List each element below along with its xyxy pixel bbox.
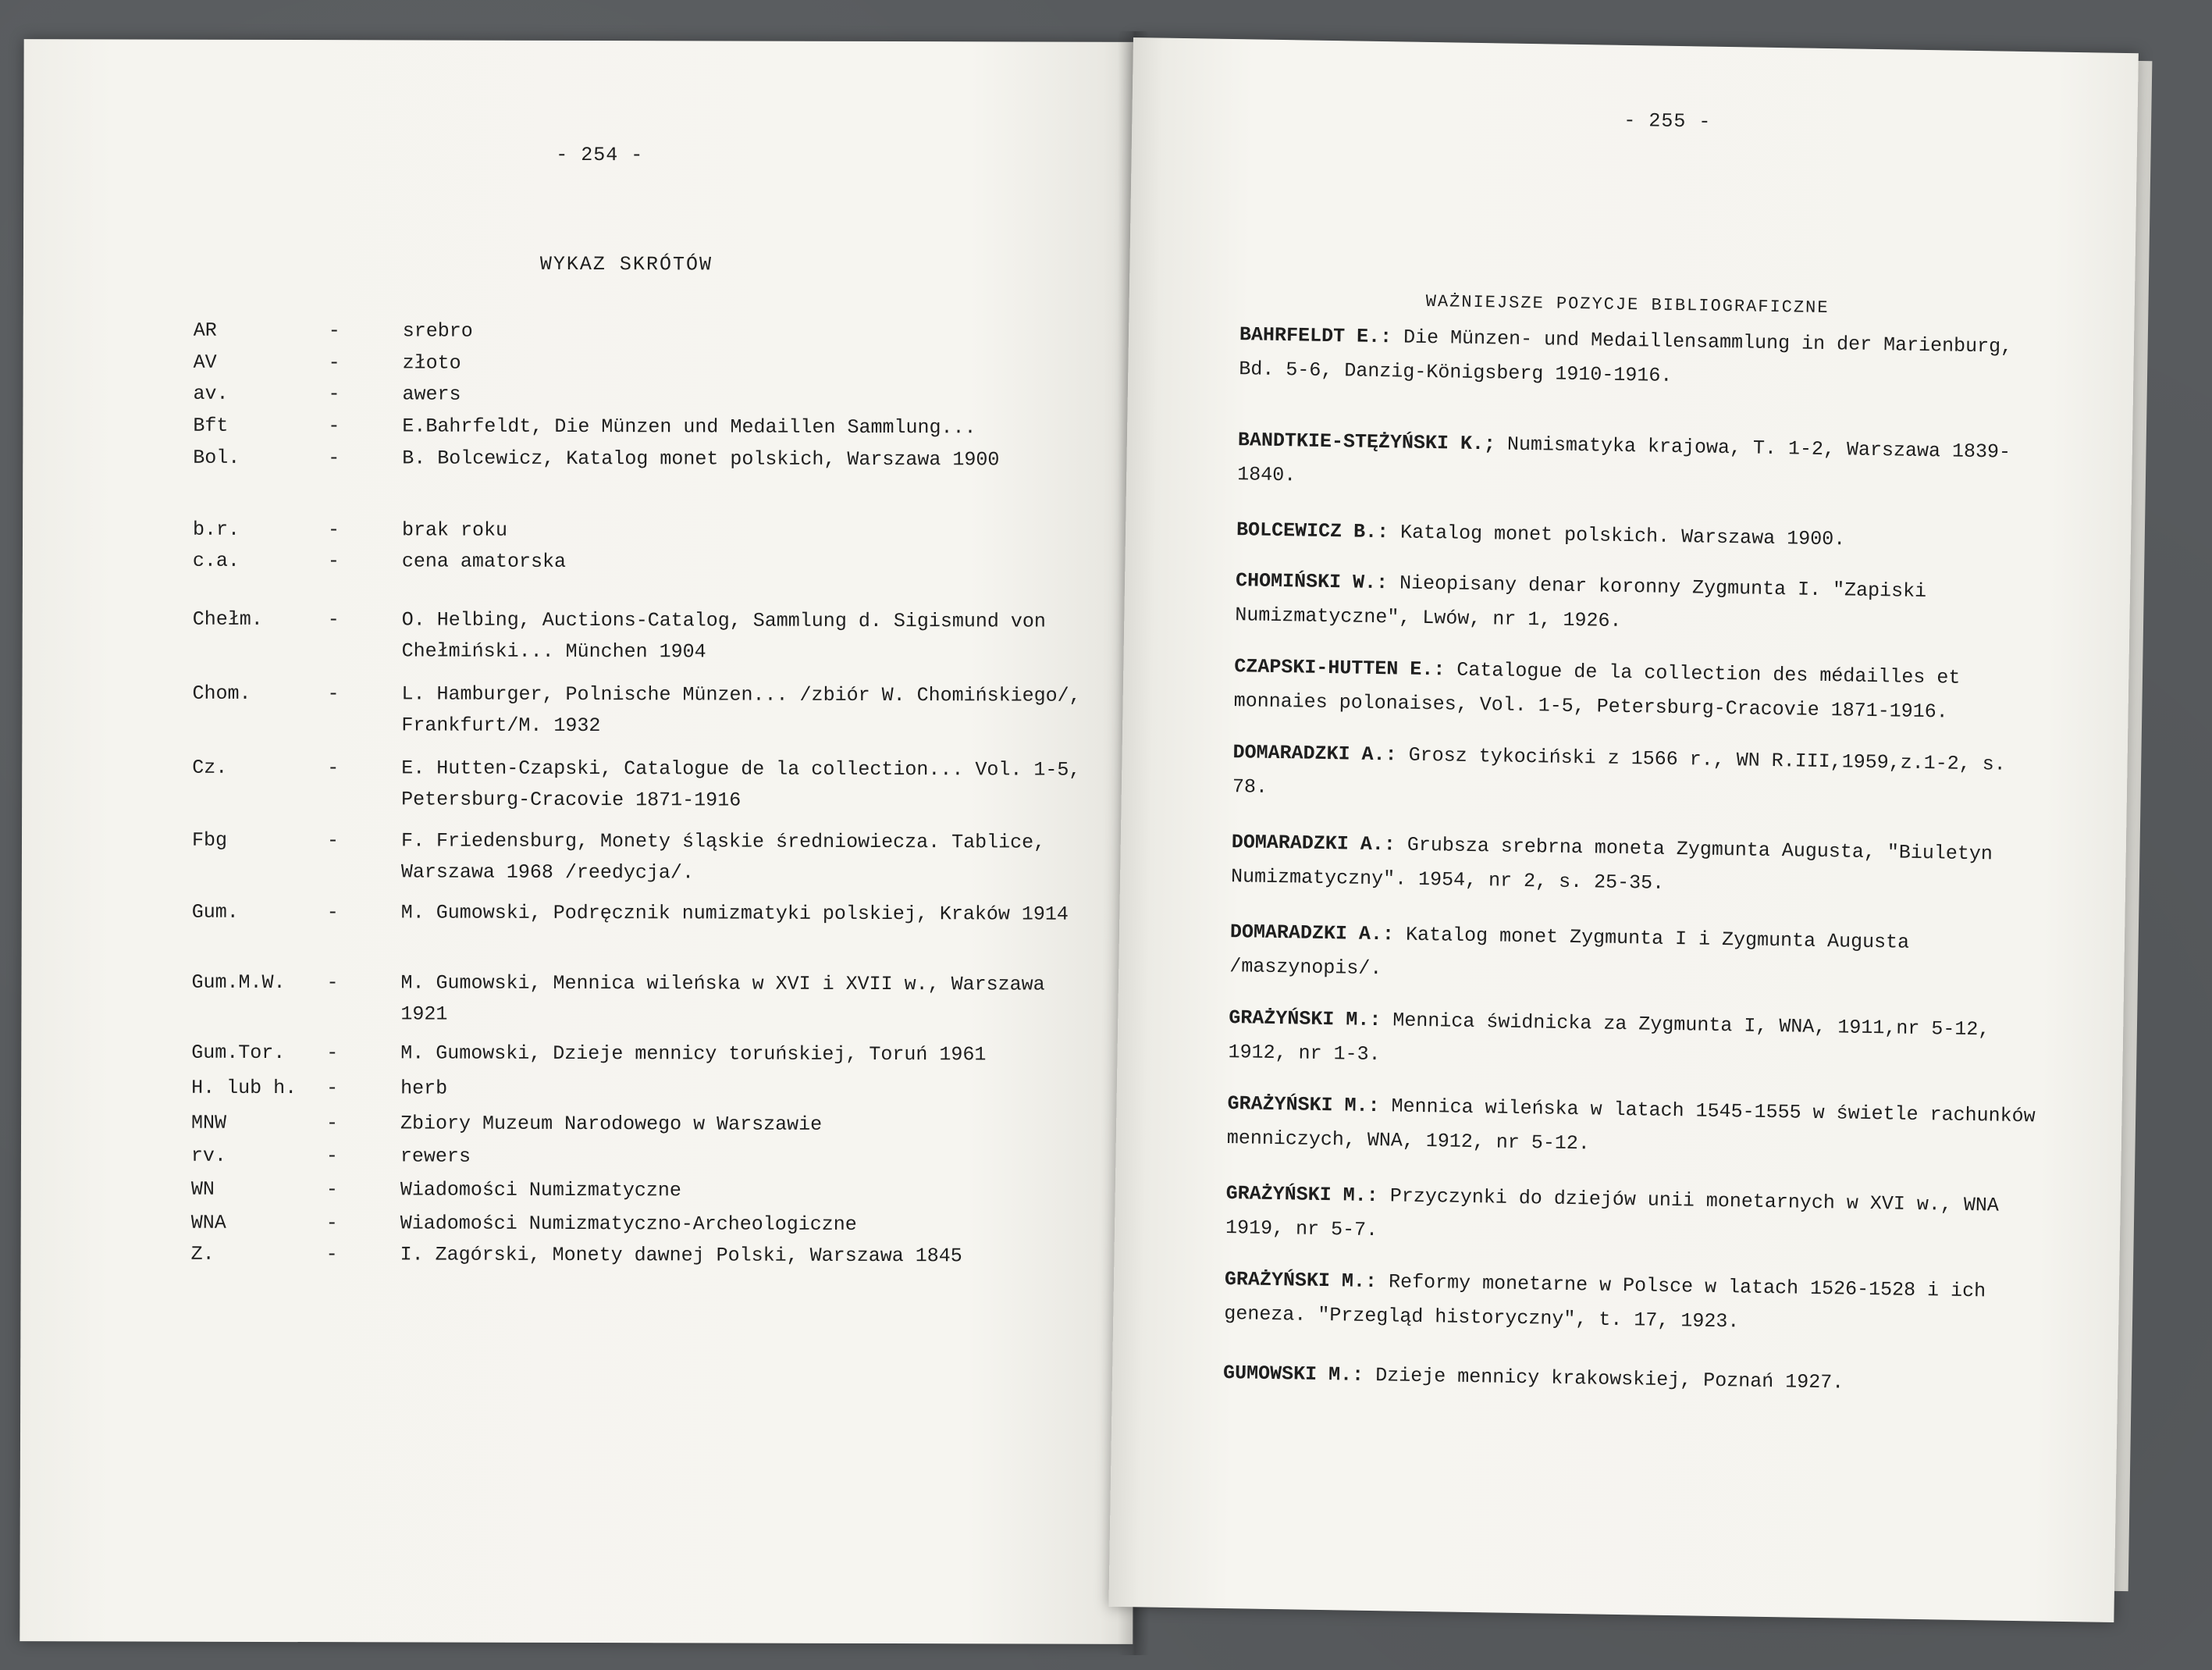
abbreviation-key: WN: [190, 1177, 215, 1201]
abbreviation-dash: -: [325, 1145, 338, 1168]
bibliography-author: DOMARADZKI A.:: [1232, 741, 1397, 767]
abbreviation-key: b.r.: [193, 518, 240, 541]
bibliography-text: Reformy monetarne w Polsce w latach 1526-1528 i ich geneza. "Przegląd historyczny", t. 17, 1923.: [1224, 1270, 1986, 1334]
abbreviation-key: Gum.M.W.: [191, 970, 286, 995]
abbreviation-key: AV: [193, 351, 217, 374]
abbreviation-row: [193, 315, 1130, 343]
bibliography-entry: [1237, 423, 2050, 504]
bibliography-author: GRAŻYŃSKI M.:: [1227, 1092, 1380, 1118]
abbreviation-key: c.a.: [192, 549, 240, 572]
bibliography-text: Mennica świdnicka za Zygmunta I, WNA, 1911,nr 5-12, 1912, nr 1-3.: [1228, 1009, 1990, 1066]
abbreviation-key: rv.: [190, 1144, 226, 1167]
abbreviation-meaning: złoto: [402, 351, 461, 375]
page-number: - 254 -: [556, 143, 644, 167]
abbreviation-key: MNW: [191, 1111, 227, 1134]
abbreviation-meaning: awers: [402, 383, 461, 406]
abbreviation-meaning: M. Gumowski, Dzieje mennicy toruńskiej, Toruń 1961: [400, 1042, 987, 1066]
abbreviation-dash: -: [325, 1243, 338, 1266]
abbreviation-dash: -: [326, 1042, 339, 1065]
abbreviation-key: WNA: [190, 1211, 226, 1234]
abbreviation-row: [193, 515, 1129, 542]
abbreviation-dash: -: [328, 447, 340, 470]
abbreviation-key: Cz.: [192, 756, 228, 779]
left-page: [20, 39, 1136, 1644]
abbreviation-meaning: I. Zagórski, Monety dawnej Polski, Warszawa 1845: [400, 1243, 962, 1268]
abbreviation-meaning: rewers: [400, 1145, 471, 1168]
abbreviation-key: Chełm.: [192, 607, 263, 631]
abbreviation-meaning: srebro: [402, 319, 473, 343]
abbreviation-meaning: L. Hamburger, Polnische Münzen... /zbiór W. Chomińskiego/, Frankfurt/M. 1932: [401, 682, 1081, 738]
abbreviation-key: AR: [193, 319, 217, 342]
abbreviation-meaning: O. Helbing, Auctions-Catalog, Sammlung d. Sigismund von Chełmiński... München 1904: [401, 608, 1046, 664]
abbreviation-dash: -: [326, 1112, 339, 1135]
abbreviation-meaning: herb: [400, 1077, 448, 1100]
bibliography-text: Grubsza srebrna moneta Zygmunta Augusta, "Biuletyn Numizmatyczny". 1954, nr 2, s. 25-35.: [1230, 833, 1993, 895]
bibliography-author: DOMARADZKI A.:: [1231, 831, 1396, 856]
abbreviation-meaning: F. Friedensburg, Monety śląskie średniowiecza. Tablice, Warszawa 1968 /reedycja/.: [400, 829, 1046, 885]
bibliography-entry: [1235, 564, 2047, 645]
bibliography-author: GRAŻYŃSKI M.:: [1225, 1182, 1379, 1208]
abbreviation-dash: -: [328, 518, 340, 542]
abbreviation-dash: -: [325, 1212, 338, 1235]
abbreviation-meaning: B. Bolcewicz, Katalog monet polskich, Warszawa 1900: [402, 447, 1000, 472]
abbreviation-row: [192, 678, 1129, 738]
bibliography-author: GRAŻYŃSKI M.:: [1229, 1006, 1382, 1032]
abbreviation-key: Bol.: [193, 446, 240, 469]
bibliography-entry: [1232, 735, 2045, 817]
abbreviation-meaning: M. Gumowski, Podręcznik numizmatyki polskiej, Kraków 1914: [400, 901, 1069, 926]
abbreviation-meaning: Wiadomości Numizmatyczne: [400, 1178, 681, 1202]
bibliography-entry: [1236, 513, 2049, 560]
bibliography-text: Katalog monet Zygmunta I i Zygmunta Augusta /maszynopis/.: [1229, 923, 1910, 981]
bibliography-entry: [1239, 318, 2051, 399]
abbreviation-dash: -: [327, 682, 340, 706]
bibliography-entry: [1229, 915, 2042, 996]
abbreviation-dash: -: [328, 351, 340, 375]
abbreviation-meaning: E.Bahrfeldt, Die Münzen und Medaillen Sammlung...: [402, 415, 976, 440]
bibliography-text: Katalog monet polskich. Warszawa 1900.: [1399, 521, 1846, 551]
abbreviation-dash: -: [326, 971, 339, 995]
abbreviation-key: Chom.: [192, 682, 251, 705]
abbreviation-row: [191, 1073, 1128, 1100]
abbreviation-dash: -: [328, 415, 340, 438]
right-page: [1108, 37, 2138, 1622]
abbreviation-meaning: E. Hutten-Czapski, Catalogue de la collection... Vol. 1-5, Petersburg-Cracovie 1871-1916: [401, 757, 1081, 812]
abbreviation-row: [190, 1208, 1128, 1236]
page-number: - 255 -: [1623, 109, 1712, 134]
bibliography-text: Nieopisany denar koronny Zygmunta I. "Zapiski Numizmatyczne", Lwów, nr 1, 1926.: [1235, 572, 1927, 632]
abbreviation-dash: -: [326, 829, 340, 853]
bibliography-text: Przyczynki do dziejów unii monetarnych w XVI w., WNA 1919, nr 5-7.: [1225, 1184, 2000, 1242]
abbreviation-key: Gum.: [191, 900, 239, 924]
bibliography-text: Mennica wileńska w latach 1545-1555 w świetle rachunków menniczych, WNA, 1912, nr 5-12.: [1226, 1095, 2036, 1155]
abbreviation-dash: -: [326, 1077, 339, 1100]
bibliography-text: Catalogue de la collection des médailles et monnaies polonaises, Vol. 1-5, Petersburg-Cracovie 1871-1916.: [1233, 658, 1961, 724]
abbreviation-row: [191, 1038, 1128, 1066]
bibliography-entry: [1231, 825, 2043, 906]
bibliography-entry: [1227, 1087, 2040, 1168]
bibliography-entry: [1228, 1001, 2040, 1082]
abbreviation-key: Z.: [190, 1242, 215, 1266]
bibliography-author: GRAŻYŃSKI M.:: [1224, 1268, 1378, 1294]
bibliography-text: Grosz tykociński z 1566 r., WN R.III,1959,z.1-2, s. 78.: [1232, 743, 2006, 799]
bibliography-author: CZAPSKI-HUTTEN E.:: [1234, 655, 1446, 682]
abbreviation-row: [192, 753, 1129, 812]
abbreviation-meaning: Zbiory Muzeum Narodowego w Warszawie: [400, 1112, 823, 1136]
abbreviation-row: [191, 897, 1129, 926]
abbreviation-dash: -: [327, 608, 340, 632]
page-title: WYKAZ SKRÓTÓW: [539, 252, 713, 276]
abbreviation-dash: -: [326, 901, 339, 924]
bibliography-entry: [1223, 1356, 2036, 1403]
bibliography-author: CHOMIŃSKI W.:: [1235, 569, 1389, 595]
bibliography-text: Numismatyka krajowa, T. 1-2, Warszawa 1839-1840.: [1236, 433, 2011, 487]
bibliography-text: Dzieje mennicy krakowskiej, Poznań 1927.: [1374, 1364, 1844, 1394]
abbreviation-row: [192, 604, 1129, 664]
abbreviation-dash: -: [325, 1178, 338, 1202]
bibliography-author: DOMARADZKI A.:: [1229, 920, 1395, 946]
bibliography-entry: [1225, 1177, 2038, 1258]
abbreviation-meaning: Wiadomości Numizmatyczno-Archeologiczne: [400, 1212, 857, 1236]
abbreviation-dash: -: [328, 383, 340, 406]
abbreviation-dash: -: [328, 319, 340, 343]
bibliography-entry: [1224, 1262, 2036, 1344]
abbreviation-meaning: brak roku: [402, 518, 508, 542]
abbreviation-row: [190, 1174, 1128, 1202]
abbreviation-row: [191, 1108, 1128, 1136]
bibliography-author: GUMOWSKI M.:: [1222, 1362, 1364, 1387]
abbreviation-dash: -: [327, 757, 340, 780]
abbreviation-dash: -: [327, 550, 340, 573]
abbreviation-row: [191, 825, 1129, 885]
abbreviation-meaning: cena amatorska: [401, 550, 567, 573]
abbreviation-row: [191, 967, 1129, 1026]
abbreviation-key: Gum.Tor.: [191, 1041, 286, 1065]
abbreviation-meaning: M. Gumowski, Mennica wileńska w XVI i XVII w., Warszawa 1921: [400, 971, 1045, 1026]
abbreviation-key: av.: [193, 382, 229, 405]
abbreviation-key: H. lub h.: [191, 1076, 297, 1100]
page-title: WAŻNIEJSZE POZYCJE BIBLIOGRAFICZNE: [1425, 291, 1830, 319]
bibliography-text: Die Münzen- und Medaillensammlung in der Marienburg, Bd. 5-6, Danzig-Königsberg 1910-1916.: [1239, 326, 2013, 387]
bibliography-author: BANDTKIE-STĘŻYŃSKI K.;: [1237, 429, 1496, 456]
abbreviation-key: Fbg: [191, 828, 228, 852]
bibliography-author: BOLCEWICZ B.:: [1236, 518, 1389, 544]
abbreviation-key: Bft: [193, 414, 229, 437]
bibliography-author: BAHRFELDT E.:: [1239, 323, 1392, 349]
bibliography-entry: [1233, 650, 2046, 731]
